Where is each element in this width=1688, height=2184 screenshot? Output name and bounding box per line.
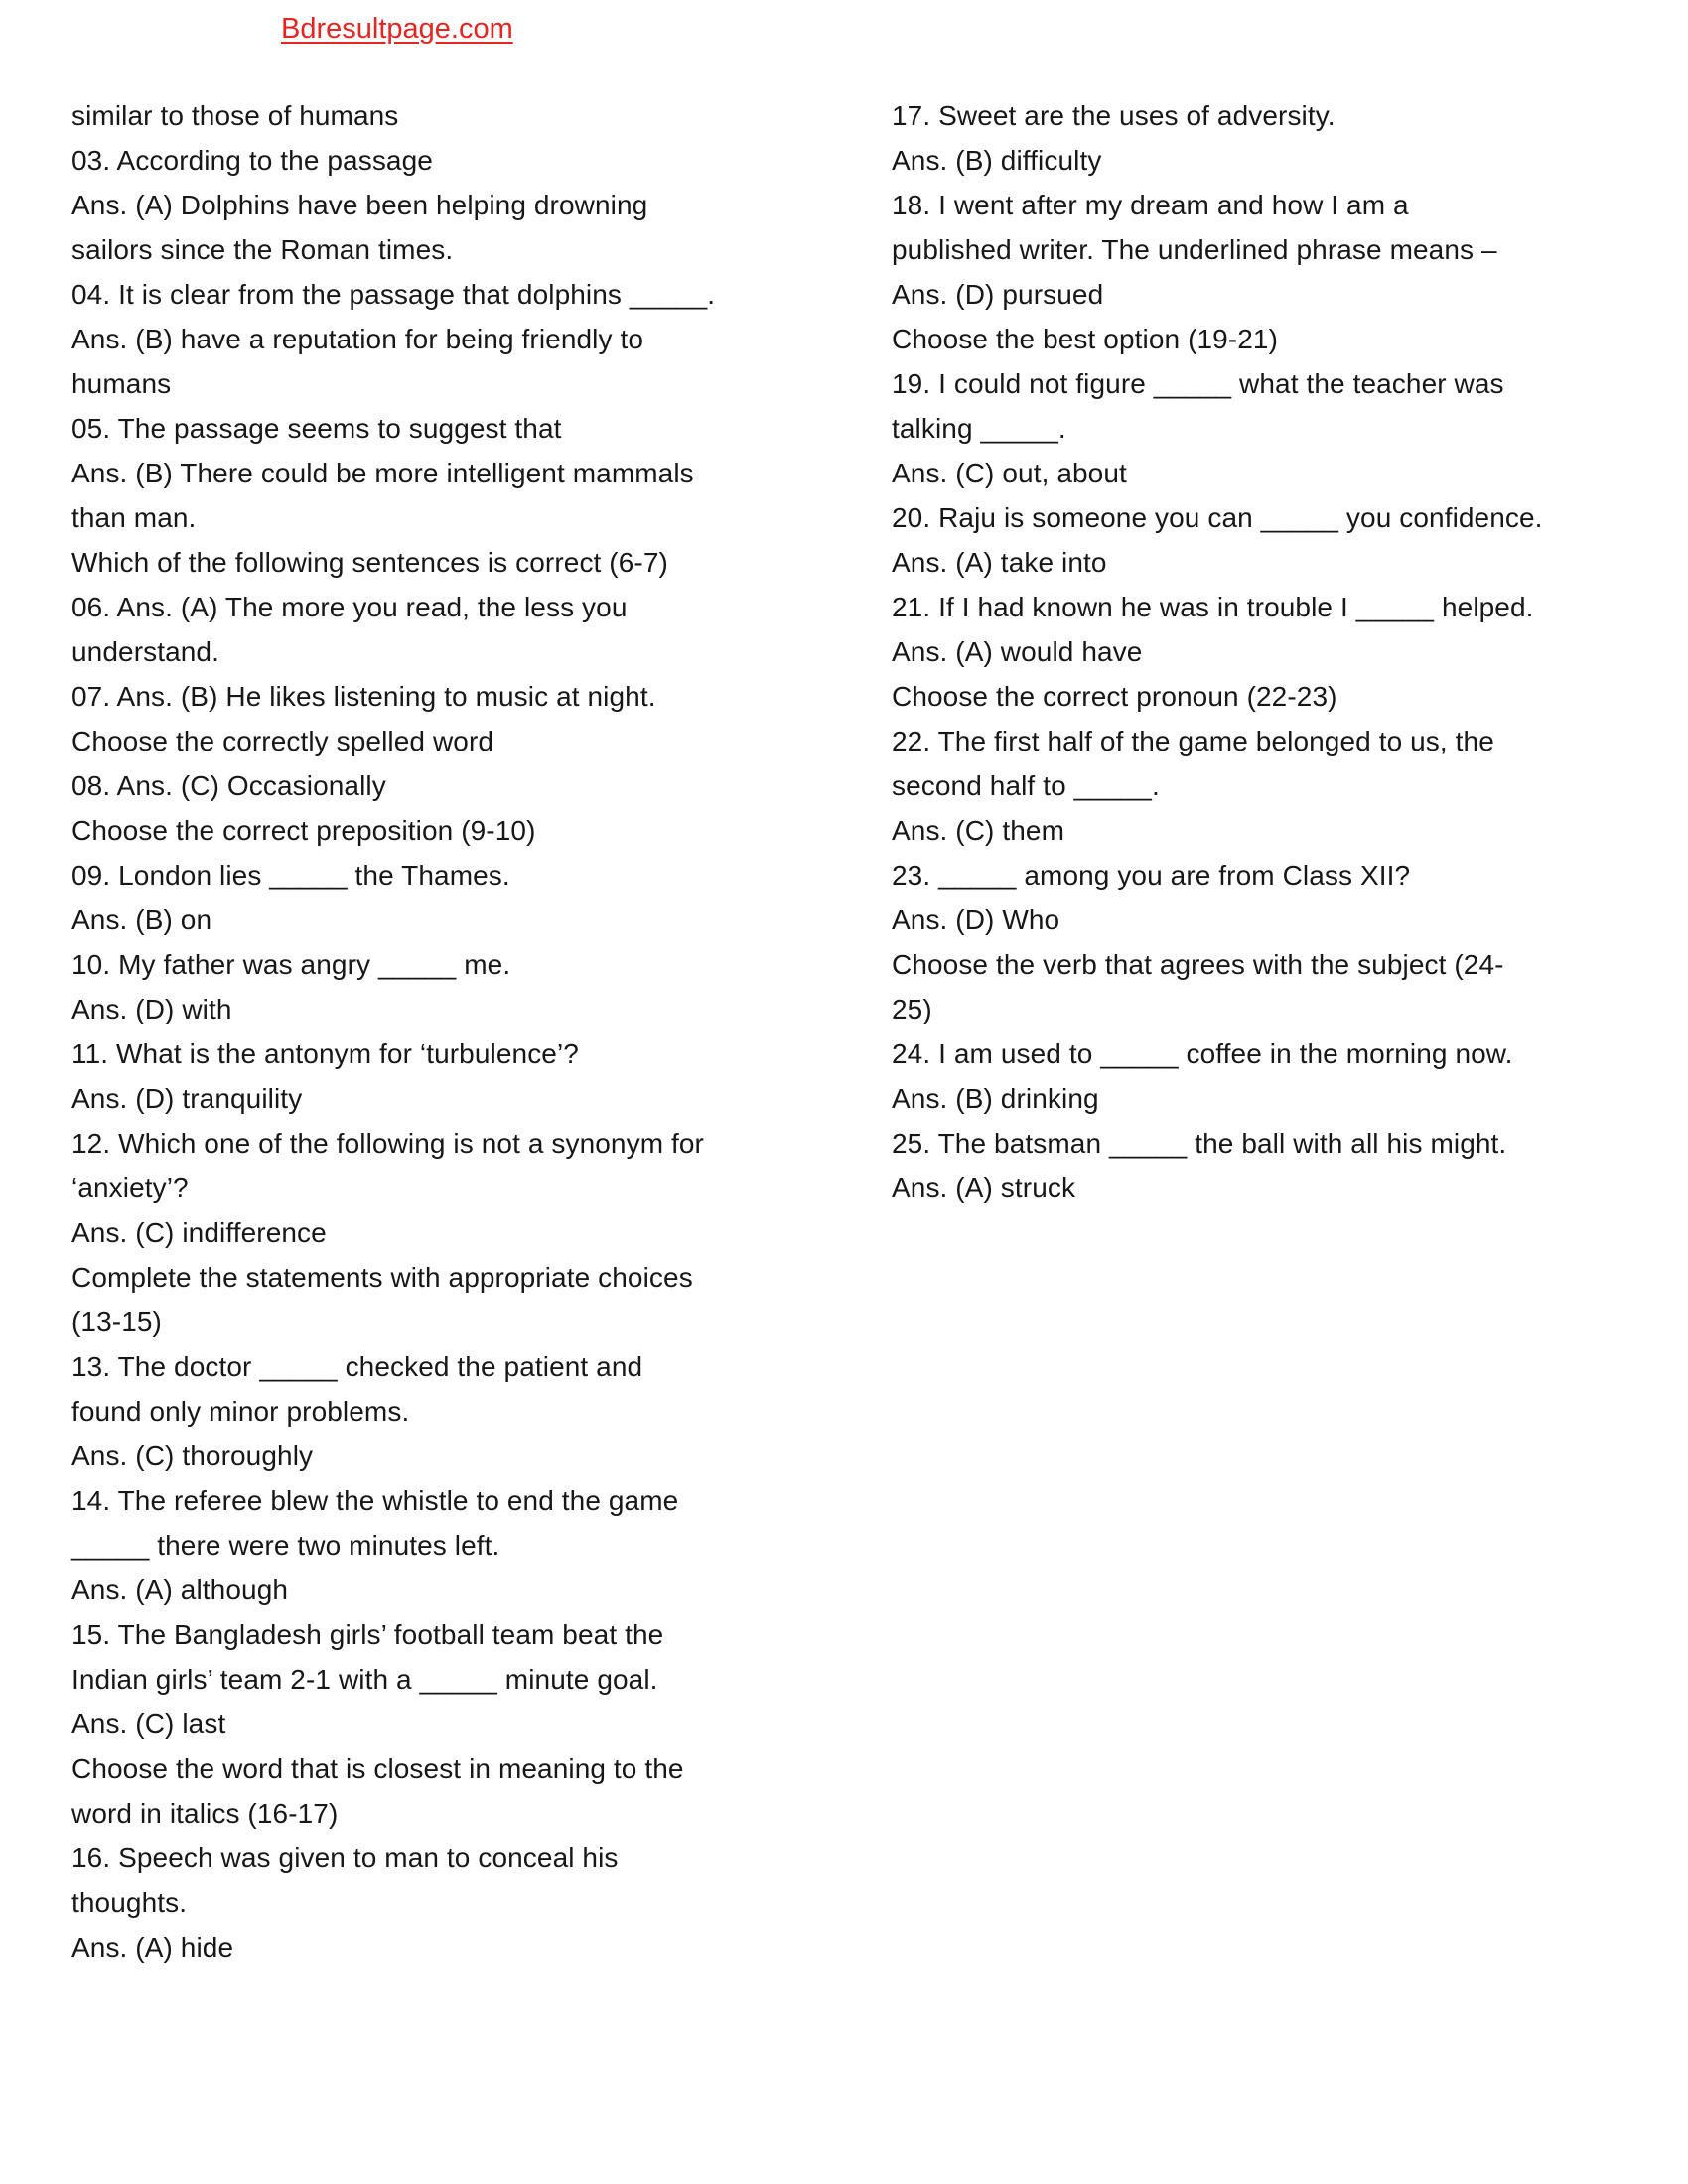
text-line: Ans. (D) Who bbox=[892, 904, 1060, 935]
left-column bbox=[71, 93, 836, 1970]
text-line: 24. I am used to _____ coffee in the morning now. bbox=[892, 1038, 1513, 1069]
text-line: Ans. (A) although bbox=[71, 1574, 289, 1605]
text-line: humans bbox=[71, 368, 172, 399]
text-line: sailors since the Roman times. bbox=[71, 234, 454, 265]
text-line: understand. bbox=[71, 636, 219, 667]
text-line: Ans. (A) take into bbox=[892, 547, 1107, 578]
text-line: 13. The doctor _____ checked the patient and bbox=[71, 1351, 643, 1382]
text-line: Ans. (A) would have bbox=[892, 636, 1143, 667]
text-line: 04. It is clear from the passage that dolphins _____. bbox=[71, 279, 716, 310]
text-line: Choose the best option (19-21) bbox=[892, 324, 1279, 354]
text-line: Choose the correct pronoun (22-23) bbox=[892, 681, 1337, 712]
text-line: Ans. (C) indifference bbox=[71, 1217, 327, 1248]
text-line: Ans. (C) them bbox=[892, 815, 1065, 846]
text-line: Ans. (B) on bbox=[71, 904, 212, 935]
text-line: 12. Which one of the following is not a synonym for bbox=[71, 1128, 704, 1159]
text-line: Ans. (B) difficulty bbox=[892, 145, 1102, 176]
text-line: 05. The passage seems to suggest that bbox=[71, 413, 562, 444]
text-line: thoughts. bbox=[71, 1887, 188, 1918]
text-line: Choose the word that is closest in meaning to the bbox=[71, 1753, 684, 1784]
text-line: Choose the correctly spelled word bbox=[71, 726, 494, 756]
text-line: Ans. (A) Dolphins have been helping drowning bbox=[71, 190, 648, 220]
text-line: 03. According to the passage bbox=[71, 145, 433, 176]
text-line: similar to those of humans bbox=[71, 100, 399, 131]
text-line: _____ there were two minutes left. bbox=[71, 1530, 500, 1561]
text-line: Ans. (D) pursued bbox=[892, 279, 1104, 310]
text-line: Choose the verb that agrees with the subject (24- bbox=[892, 949, 1504, 980]
text-line: 16. Speech was given to man to conceal his bbox=[71, 1843, 619, 1873]
text-line: than man. bbox=[71, 502, 197, 533]
site-header-link[interactable]: Bdresultpage.com bbox=[281, 13, 513, 45]
text-line: 21. If I had known he was in trouble I _____ helped. bbox=[892, 592, 1534, 622]
text-line: 07. Ans. (B) He likes listening to music at night. bbox=[71, 681, 656, 712]
text-line: 19. I could not figure _____ what the teacher was bbox=[892, 368, 1504, 399]
text-line: Which of the following sentences is correct (6-7) bbox=[71, 547, 668, 578]
text-line: 15. The Bangladesh girls’ football team beat the bbox=[71, 1619, 664, 1650]
text-line: Ans. (C) last bbox=[71, 1708, 226, 1739]
text-line: Ans. (B) There could be more intelligent mammals bbox=[71, 458, 694, 488]
text-line: Ans. (D) tranquility bbox=[71, 1083, 303, 1114]
text-line: Choose the correct preposition (9-10) bbox=[71, 815, 536, 846]
text-line: 22. The first half of the game belonged to us, the bbox=[892, 726, 1494, 756]
text-line: (13-15) bbox=[71, 1306, 162, 1337]
text-line: 08. Ans. (C) Occasionally bbox=[71, 770, 386, 801]
text-line: published writer. The underlined phrase means – bbox=[892, 234, 1497, 265]
text-line: Ans. (A) struck bbox=[892, 1172, 1076, 1203]
text-line: 23. _____ among you are from Class XII? bbox=[892, 860, 1411, 890]
text-line: Ans. (B) drinking bbox=[892, 1083, 1099, 1114]
text-line: 06. Ans. (A) The more you read, the less you bbox=[71, 592, 628, 622]
text-line: second half to _____. bbox=[892, 770, 1160, 801]
text-line: 11. What is the antonym for ‘turbulence’? bbox=[71, 1038, 579, 1069]
text-line: Ans. (C) thoroughly bbox=[71, 1440, 314, 1471]
text-line: 20. Raju is someone you can _____ you confidence. bbox=[892, 502, 1543, 533]
text-line: 25. The batsman _____ the ball with all his might. bbox=[892, 1128, 1507, 1159]
text-line: Ans. (A) hide bbox=[71, 1932, 234, 1963]
text-line: Indian girls’ team 2-1 with a _____ minute goal. bbox=[71, 1664, 658, 1695]
text-line: Ans. (D) with bbox=[71, 994, 232, 1024]
right-column bbox=[892, 93, 1666, 1210]
text-line: 14. The referee blew the whistle to end the game bbox=[71, 1485, 679, 1516]
text-line: word in italics (16-17) bbox=[71, 1798, 339, 1829]
text-line: ‘anxiety’? bbox=[71, 1172, 189, 1203]
text-line: 18. I went after my dream and how I am a bbox=[892, 190, 1409, 220]
text-line: found only minor problems. bbox=[71, 1396, 410, 1427]
text-line: Complete the statements with appropriate choices bbox=[71, 1262, 693, 1293]
text-line: Ans. (B) have a reputation for being friendly to bbox=[71, 324, 644, 354]
text-line: Ans. (C) out, about bbox=[892, 458, 1127, 488]
text-line: talking _____. bbox=[892, 413, 1066, 444]
text-line: 10. My father was angry _____ me. bbox=[71, 949, 511, 980]
text-line: 25) bbox=[892, 994, 932, 1024]
text-line: 09. London lies _____ the Thames. bbox=[71, 860, 510, 890]
text-line: 17. Sweet are the uses of adversity. bbox=[892, 100, 1336, 131]
